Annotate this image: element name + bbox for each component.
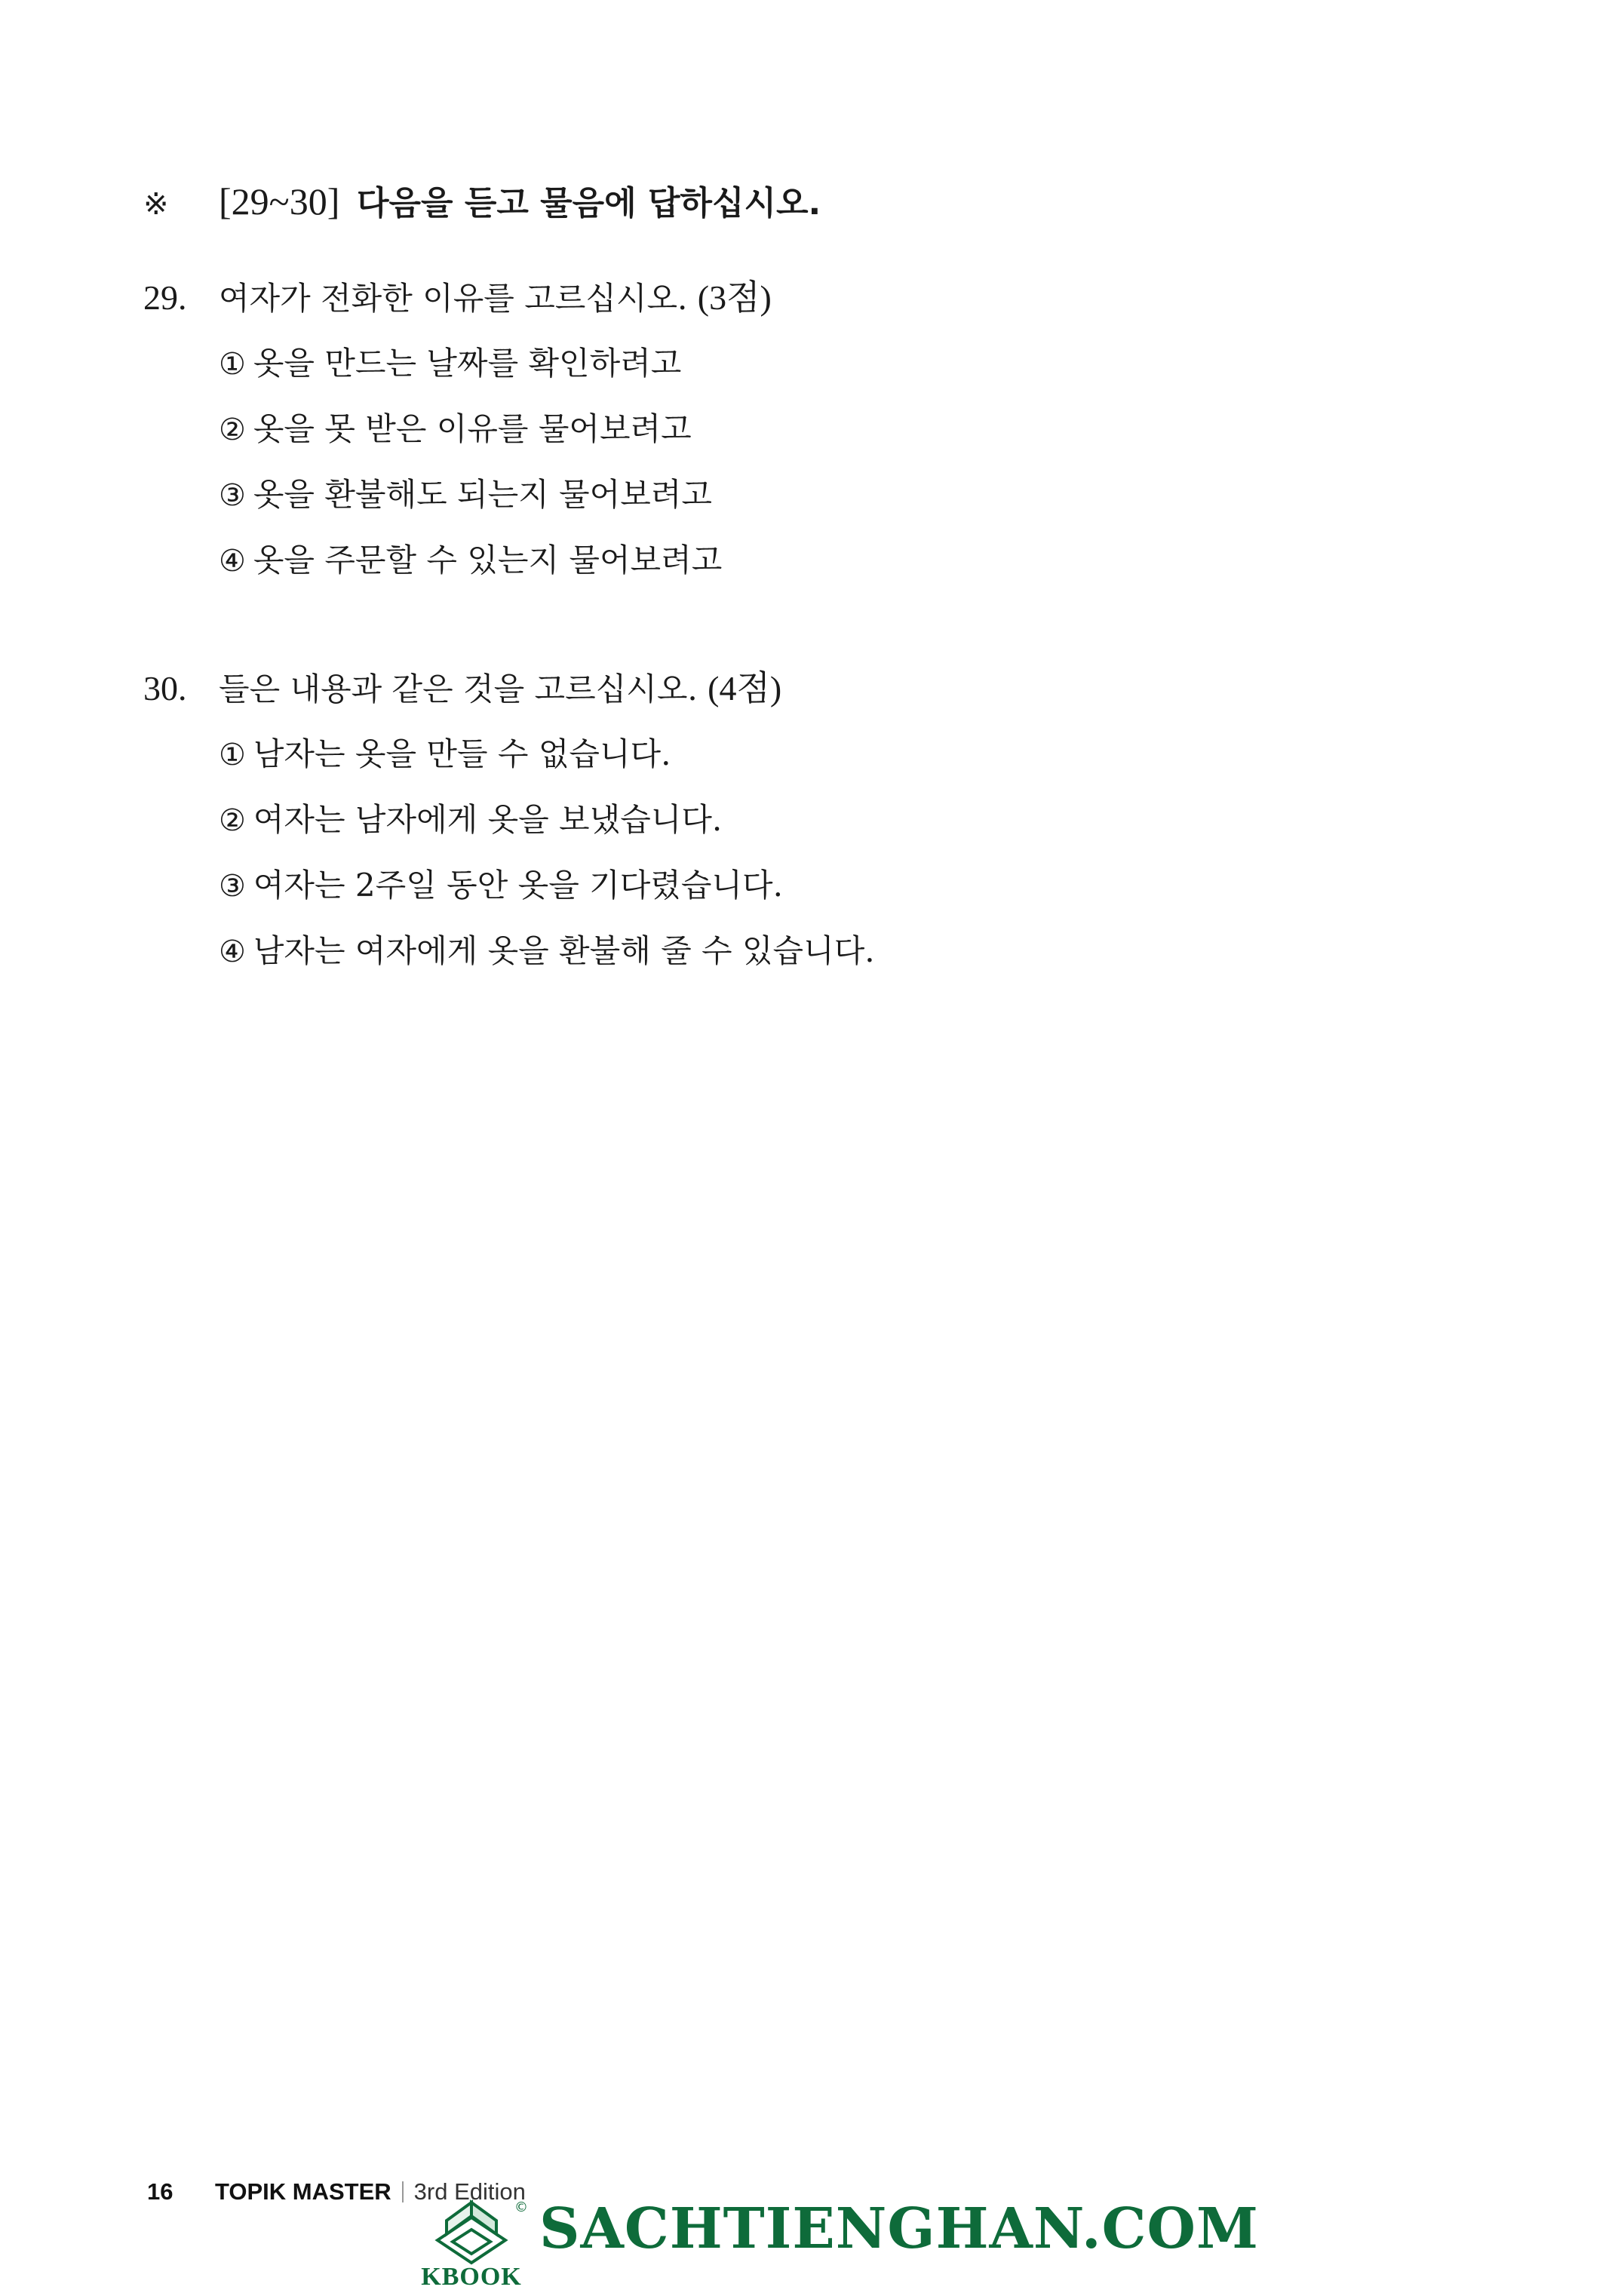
- option-marker: ③: [219, 869, 246, 904]
- option-marker: ④: [219, 935, 246, 969]
- option-marker: ②: [219, 413, 246, 447]
- answer-option-4[interactable]: [219, 918, 875, 984]
- question-30: [143, 656, 875, 984]
- watermark-site: SACHTIENGHAN.COM: [539, 2196, 1259, 2261]
- answer-options: [143, 721, 875, 984]
- edition-label: 3rd Edition: [413, 2178, 526, 2205]
- option-marker: ①: [219, 347, 246, 382]
- answer-option-3[interactable]: [219, 852, 875, 918]
- option-text: 여자는 남자에게 옷을 보냈습니다.: [253, 801, 723, 838]
- reference-mark: ※: [143, 187, 169, 222]
- question-points: (3점): [697, 278, 772, 317]
- answer-option-1[interactable]: [219, 330, 722, 396]
- section-instruction: 다음을 듣고 물음에 답하십시오.: [356, 184, 821, 223]
- question-29: [143, 266, 772, 593]
- answer-option-1[interactable]: [219, 721, 875, 787]
- question-number: 29.: [143, 278, 187, 317]
- option-marker: ③: [219, 478, 246, 513]
- question-prompt-text: 들은 내용과 같은 것을 고르십시오.: [219, 671, 698, 708]
- book-icon: [407, 2187, 536, 2270]
- logo-text: KBOOK: [421, 2263, 522, 2291]
- kbook-logo: [407, 2187, 536, 2293]
- option-text: 남자는 옷을 만들 수 없습니다.: [253, 735, 671, 772]
- option-text: 옷을 못 받은 이유를 물어보려고: [253, 410, 692, 447]
- answer-option-2[interactable]: [219, 787, 875, 852]
- option-text: 여자는 2주일 동안 옷을 기다렸습니다.: [253, 867, 783, 904]
- option-text: 옷을 주문할 수 있는지 물어보려고: [253, 542, 723, 579]
- question-head: [143, 656, 875, 721]
- option-marker: ④: [219, 544, 246, 579]
- option-text: 옷을 만드는 날짜를 확인하려고: [253, 345, 682, 382]
- book-title: TOPIK MASTER: [215, 2178, 391, 2205]
- answer-option-3[interactable]: [219, 462, 722, 527]
- question-number: 30.: [143, 669, 187, 708]
- svg-text:©: ©: [514, 2199, 528, 2215]
- option-text: 남자는 여자에게 옷을 환불해 줄 수 있습니다.: [253, 932, 875, 969]
- question-range: [29~30]: [219, 180, 340, 223]
- question-prompt-text: 여자가 전화한 이유를 고르십시오.: [219, 280, 688, 317]
- answer-option-2[interactable]: [219, 396, 722, 462]
- answer-option-4[interactable]: [219, 527, 722, 593]
- section-header: [143, 175, 821, 231]
- footer-divider: [402, 2181, 404, 2202]
- watermark: [407, 2187, 1259, 2293]
- option-marker: ②: [219, 803, 246, 838]
- question-prompt: [219, 656, 781, 722]
- page-number: 16: [147, 2178, 173, 2205]
- option-marker: ①: [219, 738, 246, 772]
- answer-options: [143, 330, 722, 593]
- question-points: (4점): [708, 669, 782, 708]
- option-text: 옷을 환불해도 되는지 물어보려고: [253, 476, 712, 513]
- question-prompt: [219, 266, 772, 331]
- question-head: [143, 266, 772, 330]
